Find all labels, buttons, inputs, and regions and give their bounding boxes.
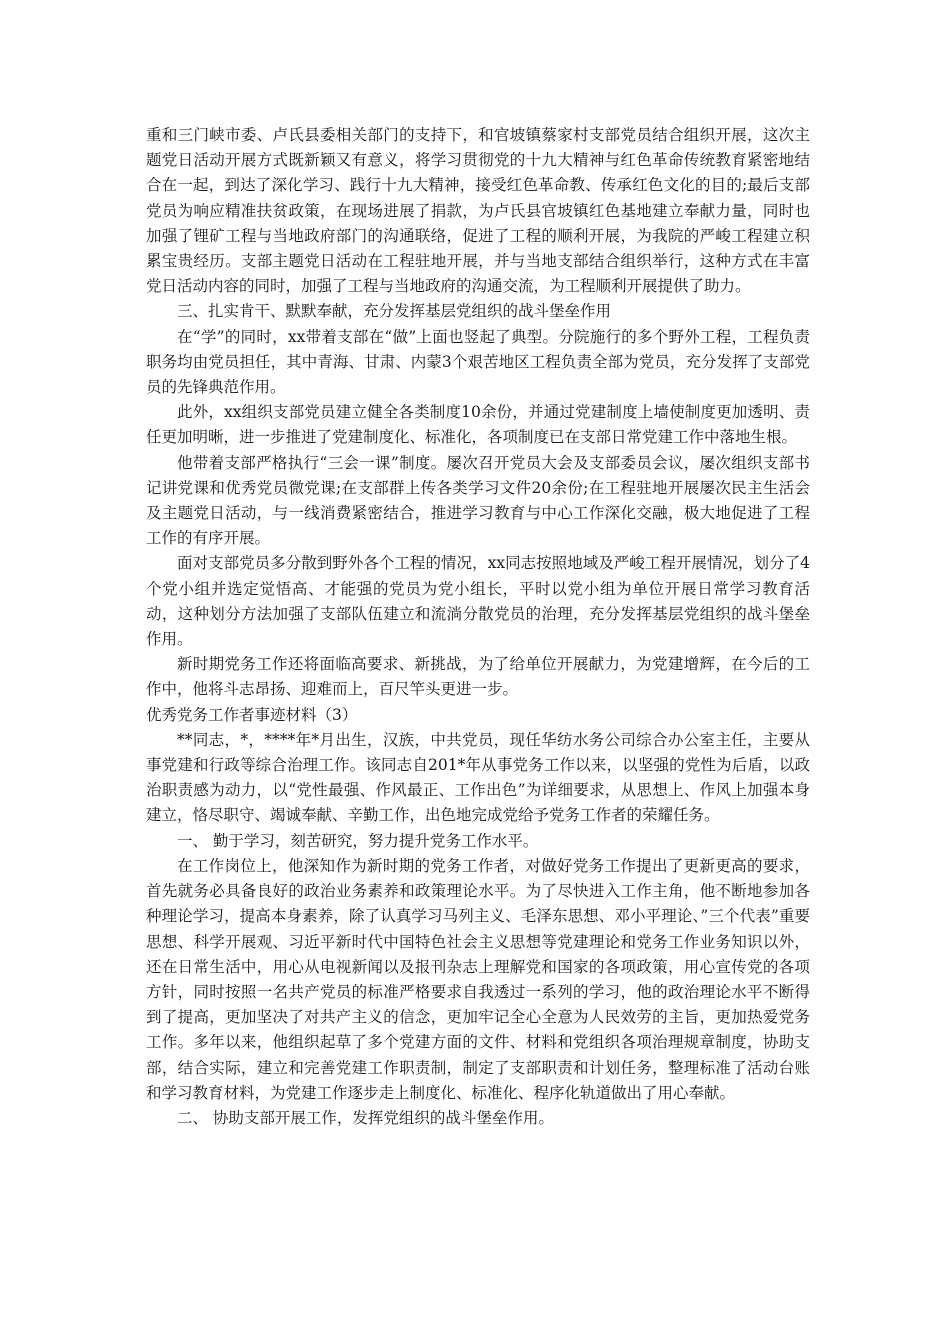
paragraph-continuation: 重和三门峡市委、卢氏县委相关部门的支持下，和官坡镇蔡家村支部党员结合组织开展，这次主题党日活动开展方式既新颖又有意义，将学习贯彻党的十九大精神与红色革命传统教育紧密地结合在一起，到达了深化学习、践行十九大精神，接受红色革命教、传承红色文化的目的;最后支部党员为响应精准扶贫政策，在现场进展了捐款，为卢氏县官坡镇红色基地建立奉献力量，同时也加强了锂矿工程与当地政府部门的沟通联络，促进了工程的顺利开展，为我院的严峻工程建立积累宝贵经历。支部主题党日活动在工程驻地开展，并与当地支部结合组织举行，这种方式在丰富党日活动内容的同时，加强了工程与当地政府的沟通交流，为工程顺利开展提供了助力。 [146,126,810,296]
section-heading-3: 三、扎实肯干、默默奉献，充分发挥基层党组织的战斗堡垒作用 [177,302,612,321]
paragraph: 在“学”的同时，xx带着支部在“做”上面也竖起了典型。分院施行的多个野外工程，工程负责职务均由党员担任，其中青海、甘肃、内蒙3个艰苦地区工程负责全部为党员，充分发挥了支部党员的先锋典范作用。 [146,327,810,397]
section-heading-2: 二、 协助支部开展工作，发挥党组织的战斗堡垒作用。 [177,1108,554,1127]
paragraph: 面对支部党员多分散到野外各个工程的情况，xx同志按照地域及严峻工程开展情况，划分了4个党小组并选定觉悟高、才能强的党员为党小组长，平时以党小组为单位开展日常学习教育活动，这种划分方法加强了支部队伍建立和流淌分散党员的治理，充分发挥基层党组织的战斗堡垒作用。 [146,554,810,649]
paragraph: **同志，*，****年*月出生，汉族，中共党员，现任华纺水务公司综合办公室主任，主要从事党建和行政等综合治理工作。该同志自201*年从事党务工作以来，以坚强的党性为后盾，以政治职责感为动力，以“党性最强、作风最正、工作出色”为详细要求，从思想上、作风上加强本身建立，恪尽职守、竭诚奉献、辛勤工作，出色地完成党给予党务工作者的荣耀任务。 [146,730,810,825]
paragraph: 在工作岗位上，他深知作为新时期的党务工作者，对做好党务工作提出了更新更高的要求，首先就务必具备良好的政治业务素养和政策理论水平。为了尽快进入工作主角，他不断地参加各种理论学习，提高本身素养，除了认真学习马列主义、毛泽东思想、邓小平理论、”三个代表”重要思想、科学开展观、习近平新时代中国特色社会主义思想等党建理论和党务工作业务知识以外，还在日常生活中，用心从电视新闻以及报刊杂志上理解党和国家的各项政策，用心宣传党的各项方针，同时按照一名共产党员的标准严格要求自我透过一系列的学习，他的政治理论水平不断得到了提高，更加坚决了对共产主义的信念，更加牢记全心全意为人民效劳的主旨，更加热爱党务工作。多年以来，他组织起草了多个党建方面的文件、材料和党组织各项治理规章制度，协助支部，结合实际，建立和完善党建工作职责制，制定了支部职责和计划任务，整理标准了活动台账和学习教育材料，为党建工作逐步走上制度化、标准化、程序化轨道做出了用心奉献。 [146,856,810,1102]
paragraph: 他带着支部严格执行“三会一课”制度。屡次召开党员大会及支部委员会议，屡次组织支部书记讲党课和优秀党员微党课;在支部群上传各类学习文件20余份;在工程驻地开展屡次民主生活会及主题党日活动，与一线消费紧密结合，推进学习教育与中心工作深化交融，极大地促进了工程工作的有序开展。 [146,453,810,548]
paragraph: 新时期党务工作还将面临高要求、新挑战，为了给单位开展献力，为党建增辉，在今后的工作中，他将斗志昂扬、迎难而上，百尺竿头更进一步。 [146,655,810,699]
document-body [146,123,810,1131]
paragraph: 此外，xx组织支部党员建立健全各类制度10余份，并通过党建制度上墙使制度更加透明、责任更加明晰，进一步推进了党建制度化、标准化，各项制度已在支部日常党建工作中落地生根。 [146,403,810,447]
section-heading-1: 一、 勤于学习，刻苦研究，努力提升党务工作水平。 [177,831,539,850]
document-title: 优秀党务工作者事迹材料（3） [146,705,358,724]
